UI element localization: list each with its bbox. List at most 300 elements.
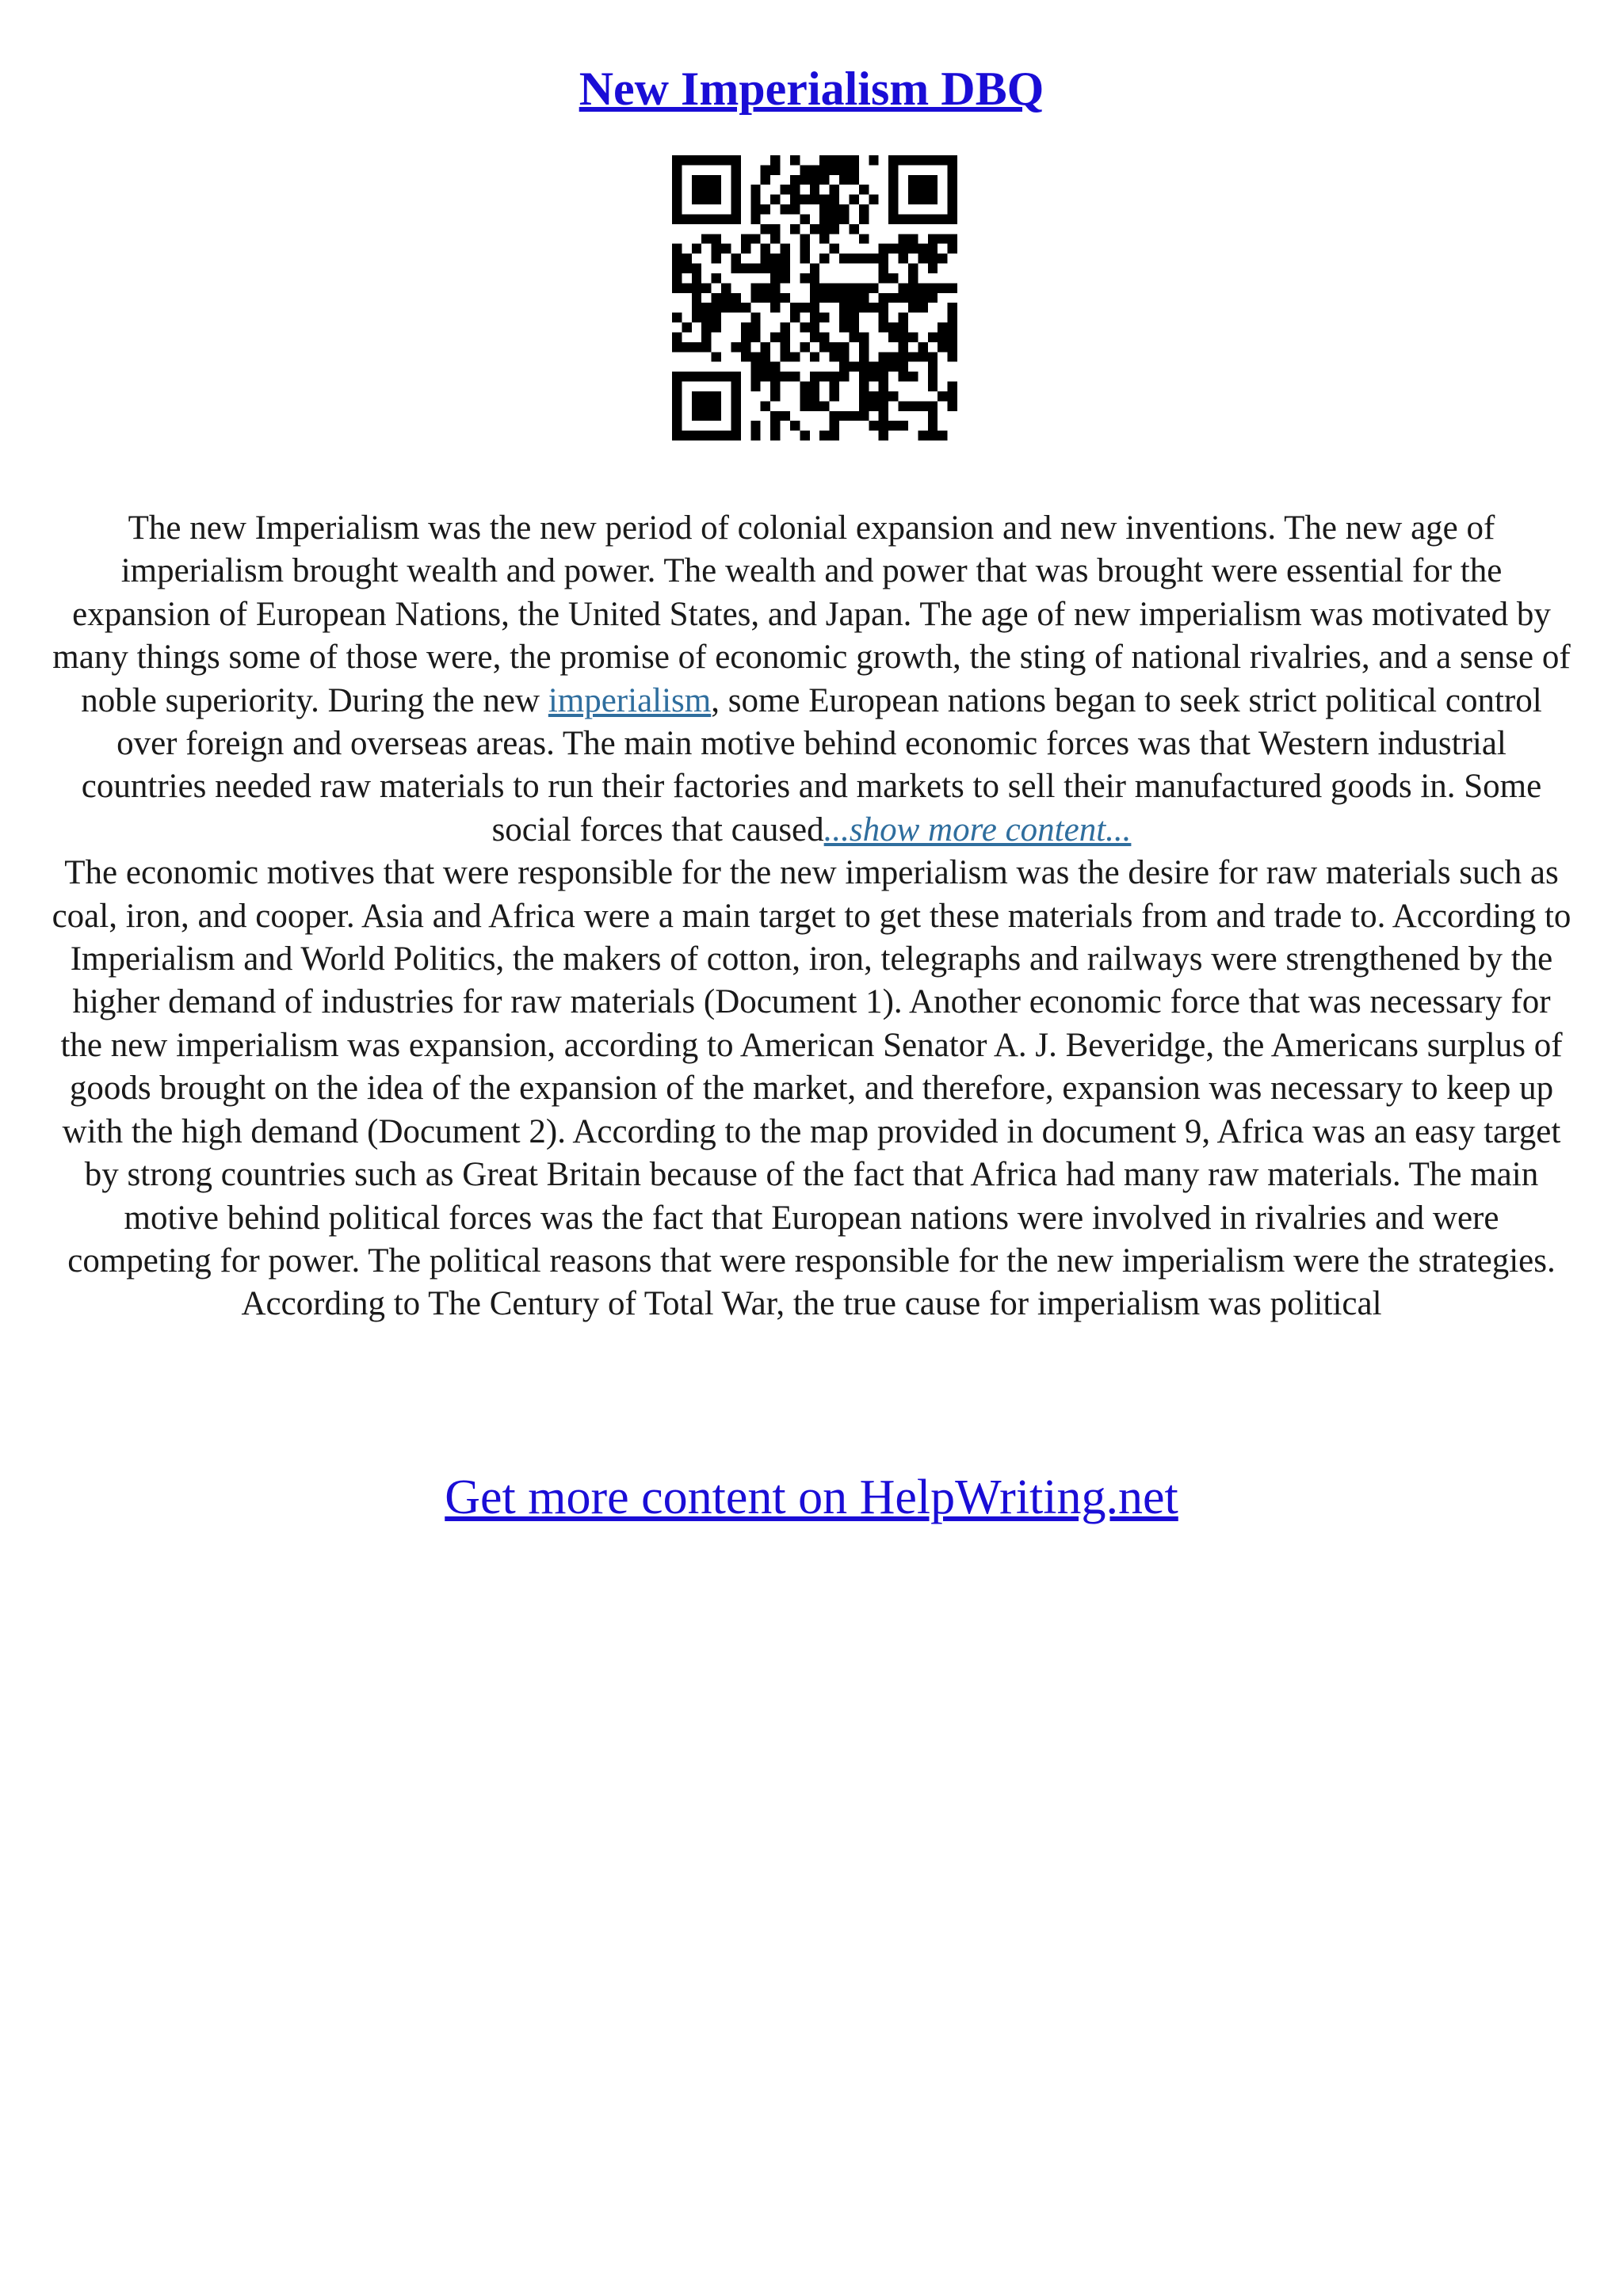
qr-module — [750, 283, 760, 292]
qr-module — [948, 313, 957, 322]
qr-module — [899, 293, 908, 303]
qr-module — [721, 244, 731, 254]
qr-module — [908, 195, 918, 204]
qr-module — [770, 391, 780, 401]
qr-module — [731, 411, 740, 421]
qr-module — [899, 313, 908, 322]
qr-module — [810, 175, 819, 185]
qr-module — [888, 293, 898, 303]
qr-module — [692, 155, 701, 165]
qr-module — [672, 342, 682, 352]
qr-module — [810, 283, 819, 292]
qr-module — [770, 293, 780, 303]
imperialism-link[interactable]: imperialism — [548, 681, 712, 719]
qr-module — [781, 322, 790, 332]
qr-module — [839, 303, 849, 312]
qr-module — [721, 372, 731, 381]
qr-module — [741, 332, 750, 341]
qr-module — [849, 254, 858, 263]
qr-module — [819, 332, 829, 341]
qr-module — [770, 283, 780, 292]
qr-module — [781, 204, 790, 214]
qr-module — [810, 165, 819, 174]
qr-module — [948, 195, 957, 204]
qr-module — [830, 224, 839, 234]
qr-module — [770, 421, 780, 430]
qr-module — [938, 214, 947, 223]
qr-module — [899, 421, 908, 430]
qr-module — [761, 264, 770, 273]
qr-module — [849, 165, 858, 174]
qr-module — [731, 264, 740, 273]
qr-module — [849, 155, 858, 165]
qr-code-icon — [672, 155, 957, 441]
qr-module — [701, 175, 711, 185]
qr-module — [938, 342, 947, 352]
qr-module — [712, 195, 721, 204]
qr-module — [938, 332, 947, 341]
qr-module — [879, 322, 888, 332]
qr-module — [712, 431, 721, 441]
qr-module — [701, 214, 711, 223]
qr-module — [761, 362, 770, 372]
qr-module — [731, 391, 740, 401]
qr-module — [750, 214, 760, 223]
paragraph-1-text-a: The new Imperialism was the new period of colonial expansion and new inventions. The new age of imperialism brought wealth and power. The wealth and power that was brought were essential for the expansion of European Nations, the United States, and Japan. The age of new imperialism was motivated by many things some of those were, the promise of economic growth, the sting of national rivalries, and a sense of noble superiority. During the new — [52, 509, 1571, 719]
qr-module — [899, 214, 908, 223]
qr-module — [928, 431, 938, 441]
qr-module — [731, 372, 740, 381]
qr-module — [692, 273, 701, 283]
qr-module — [899, 234, 908, 243]
qr-module — [750, 332, 760, 341]
qr-module — [948, 165, 957, 174]
qr-module — [928, 214, 938, 223]
qr-module — [672, 283, 682, 292]
qr-module — [790, 313, 800, 322]
qr-module — [849, 411, 858, 421]
qr-module — [761, 175, 770, 185]
qr-module — [741, 234, 750, 243]
qr-module — [879, 411, 888, 421]
qr-module — [810, 322, 819, 332]
qr-module — [750, 264, 760, 273]
qr-module — [859, 234, 869, 243]
qr-module — [879, 431, 888, 441]
qr-module — [888, 322, 898, 332]
qr-module — [790, 204, 800, 214]
qr-module — [692, 391, 701, 401]
qr-module — [672, 155, 682, 165]
qr-module — [800, 234, 809, 243]
qr-module — [712, 313, 721, 322]
qr-module — [712, 401, 721, 410]
qr-module — [672, 204, 682, 214]
qr-module — [810, 195, 819, 204]
qr-module — [948, 352, 957, 361]
qr-module — [819, 204, 829, 214]
qr-module — [721, 303, 731, 312]
qr-module — [888, 244, 898, 254]
qr-module — [849, 293, 858, 303]
qr-module — [810, 264, 819, 273]
qr-module — [859, 293, 869, 303]
qr-module — [770, 195, 780, 204]
qr-module — [879, 352, 888, 361]
qr-module — [839, 411, 849, 421]
qr-module — [770, 362, 780, 372]
qr-module — [750, 204, 760, 214]
qr-module — [682, 254, 691, 263]
qr-module — [810, 401, 819, 410]
qr-module — [672, 264, 682, 273]
qr-module — [908, 372, 918, 381]
qr-module — [849, 224, 858, 234]
qr-module — [830, 293, 839, 303]
qr-module — [741, 303, 750, 312]
qr-module — [928, 283, 938, 292]
qr-module — [859, 342, 869, 352]
qr-module — [918, 185, 927, 194]
qr-module — [819, 175, 829, 185]
qr-module — [692, 372, 701, 381]
qr-module — [918, 283, 927, 292]
qr-module — [761, 372, 770, 381]
qr-module — [682, 155, 691, 165]
qr-module — [849, 332, 858, 341]
qr-module — [800, 254, 809, 263]
qr-module — [721, 431, 731, 441]
qr-module — [859, 352, 869, 361]
qr-module — [839, 342, 849, 352]
qr-module — [879, 303, 888, 312]
qr-module — [948, 382, 957, 391]
qr-module — [859, 332, 869, 341]
qr-module — [692, 342, 701, 352]
qr-module — [859, 401, 869, 410]
qr-module — [790, 155, 800, 165]
qr-module — [781, 352, 790, 361]
qr-module — [819, 214, 829, 223]
qr-module — [731, 155, 740, 165]
qr-module — [928, 362, 938, 372]
qr-module — [790, 421, 800, 430]
qr-module — [731, 185, 740, 194]
qr-module — [849, 313, 858, 322]
qr-module — [928, 175, 938, 185]
qr-module — [839, 372, 849, 381]
qr-module — [770, 234, 780, 243]
qr-module — [948, 234, 957, 243]
qr-module — [682, 322, 691, 332]
qr-module — [672, 313, 682, 322]
qr-module — [830, 382, 839, 391]
qr-module — [869, 303, 878, 312]
qr-module — [701, 431, 711, 441]
qr-module — [918, 303, 927, 312]
qr-module — [899, 244, 908, 254]
qr-module — [692, 175, 701, 185]
qr-module — [839, 322, 849, 332]
qr-module — [830, 214, 839, 223]
qr-module — [918, 254, 927, 263]
qr-module — [701, 195, 711, 204]
qr-module — [888, 362, 898, 372]
qr-module — [761, 401, 770, 410]
qr-module — [712, 234, 721, 243]
qr-module — [800, 391, 809, 401]
qr-module — [928, 155, 938, 165]
qr-module — [731, 204, 740, 214]
qr-module — [888, 185, 898, 194]
qr-module — [819, 234, 829, 243]
qr-module — [948, 283, 957, 292]
qr-module — [819, 224, 829, 234]
qr-module — [938, 431, 947, 441]
qr-module — [830, 352, 839, 361]
qr-module — [692, 264, 701, 273]
qr-module — [879, 313, 888, 322]
qr-module — [672, 185, 682, 194]
qr-module — [928, 352, 938, 361]
qr-module — [859, 382, 869, 391]
qr-module — [672, 421, 682, 430]
qr-module — [672, 175, 682, 185]
qr-module — [721, 155, 731, 165]
qr-module — [830, 391, 839, 401]
qr-module — [701, 332, 711, 341]
qr-module — [761, 254, 770, 263]
qr-module — [761, 352, 770, 361]
qr-module — [928, 234, 938, 243]
qr-module — [800, 175, 809, 185]
qr-module — [869, 254, 878, 263]
qr-module — [770, 332, 780, 341]
qr-module — [830, 204, 839, 214]
qr-module — [899, 283, 908, 292]
qr-module — [928, 411, 938, 421]
qr-module — [781, 372, 790, 381]
show-more-content-link[interactable]: ...show more content... — [823, 810, 1132, 849]
qr-module — [849, 303, 858, 312]
qr-module — [888, 273, 898, 283]
qr-module — [859, 283, 869, 292]
qr-module — [781, 254, 790, 263]
qr-module — [692, 185, 701, 194]
qr-module — [731, 401, 740, 410]
qr-module — [839, 165, 849, 174]
document-title-link[interactable]: New Imperialism DBQ — [579, 63, 1044, 115]
qr-module — [908, 303, 918, 312]
qr-module — [692, 214, 701, 223]
qr-module — [750, 195, 760, 204]
qr-module — [830, 195, 839, 204]
qr-module — [830, 155, 839, 165]
qr-module — [819, 195, 829, 204]
qr-module — [908, 401, 918, 410]
qr-module — [859, 204, 869, 214]
qr-module — [879, 421, 888, 430]
qr-module — [701, 234, 711, 243]
qr-module — [712, 411, 721, 421]
qr-module — [908, 293, 918, 303]
qr-module — [839, 204, 849, 214]
qr-module — [830, 411, 839, 421]
qr-module — [810, 372, 819, 381]
qr-module — [770, 411, 780, 421]
qr-module — [918, 175, 927, 185]
qr-module — [712, 293, 721, 303]
qr-module — [672, 165, 682, 174]
qr-module — [859, 391, 869, 401]
qr-module — [888, 332, 898, 341]
qr-module — [731, 303, 740, 312]
qr-module — [750, 293, 760, 303]
qr-module — [819, 431, 829, 441]
qr-module — [731, 293, 740, 303]
qr-module — [712, 303, 721, 312]
qr-module — [750, 372, 760, 381]
qr-module — [859, 372, 869, 381]
qr-module — [830, 244, 839, 254]
qr-module — [682, 372, 691, 381]
qr-module — [761, 283, 770, 292]
qr-module — [928, 195, 938, 204]
qr-module — [692, 195, 701, 204]
qr-module — [731, 254, 740, 263]
qr-module — [790, 175, 800, 185]
qr-module — [781, 264, 790, 273]
qr-module — [800, 401, 809, 410]
qr-module — [899, 342, 908, 352]
qr-module — [908, 273, 918, 283]
qr-module — [859, 254, 869, 263]
qr-module — [918, 155, 927, 165]
qr-module — [790, 352, 800, 361]
qr-module — [888, 421, 898, 430]
qr-module — [682, 431, 691, 441]
qr-module — [800, 273, 809, 283]
qr-module — [839, 175, 849, 185]
qr-module — [800, 431, 809, 441]
qr-module — [770, 224, 780, 234]
qr-module — [830, 165, 839, 174]
qr-module — [928, 372, 938, 381]
qr-module — [899, 401, 908, 410]
qr-module — [938, 234, 947, 243]
qr-module — [819, 313, 829, 322]
qr-module — [948, 155, 957, 165]
qr-module — [810, 224, 819, 234]
qr-module — [731, 214, 740, 223]
qr-module — [928, 382, 938, 391]
qr-module — [938, 254, 947, 263]
qr-module — [839, 362, 849, 372]
qr-module — [819, 283, 829, 292]
qr-module — [692, 411, 701, 421]
qr-module — [849, 322, 858, 332]
qr-module — [712, 372, 721, 381]
qr-module — [869, 362, 878, 372]
qr-module — [672, 372, 682, 381]
qr-module — [839, 155, 849, 165]
qr-module — [770, 382, 780, 391]
qr-module — [948, 342, 957, 352]
qr-module — [721, 293, 731, 303]
qr-module — [682, 214, 691, 223]
qr-module — [948, 244, 957, 254]
qr-module — [908, 244, 918, 254]
qr-module — [781, 342, 790, 352]
qr-module — [839, 293, 849, 303]
qr-module — [859, 411, 869, 421]
qr-module — [948, 332, 957, 341]
qr-module — [682, 342, 691, 352]
qr-module — [770, 303, 780, 312]
qr-module — [888, 165, 898, 174]
qr-module — [800, 342, 809, 352]
qr-module — [908, 234, 918, 243]
qr-module — [790, 303, 800, 312]
qr-module — [948, 303, 957, 312]
qr-module — [770, 273, 780, 283]
qr-module — [879, 273, 888, 283]
qr-module — [938, 322, 947, 332]
qr-module — [849, 175, 858, 185]
qr-module — [800, 244, 809, 254]
qr-module — [928, 401, 938, 410]
qr-module — [712, 273, 721, 283]
qr-module — [908, 155, 918, 165]
qr-module — [869, 155, 878, 165]
qr-module — [899, 254, 908, 263]
qr-module — [712, 322, 721, 332]
qr-module — [928, 421, 938, 430]
qr-module — [810, 352, 819, 361]
qr-module — [770, 264, 780, 273]
qr-module — [672, 431, 682, 441]
qr-module — [701, 283, 711, 292]
qr-module — [819, 293, 829, 303]
qr-module — [819, 401, 829, 410]
qr-module — [790, 195, 800, 204]
qr-module — [918, 352, 927, 361]
qr-module — [721, 283, 731, 292]
qr-module — [810, 303, 819, 312]
get-more-content-link[interactable]: Get more content on HelpWriting.net — [445, 1470, 1178, 1524]
qr-module — [712, 214, 721, 223]
qr-module — [908, 264, 918, 273]
qr-module — [781, 332, 790, 341]
qr-module — [781, 185, 790, 194]
qr-module — [692, 431, 701, 441]
qr-module — [672, 411, 682, 421]
qr-module — [918, 401, 927, 410]
qr-module — [731, 421, 740, 430]
qr-module — [731, 342, 740, 352]
qr-module — [879, 391, 888, 401]
qr-module — [948, 322, 957, 332]
qr-module — [928, 254, 938, 263]
qr-module — [869, 195, 878, 204]
qr-module — [672, 332, 682, 341]
qr-module — [672, 214, 682, 223]
qr-module — [938, 391, 947, 401]
qr-module — [839, 283, 849, 292]
qr-module — [849, 362, 858, 372]
qr-module — [672, 273, 682, 283]
qr-module — [888, 204, 898, 214]
